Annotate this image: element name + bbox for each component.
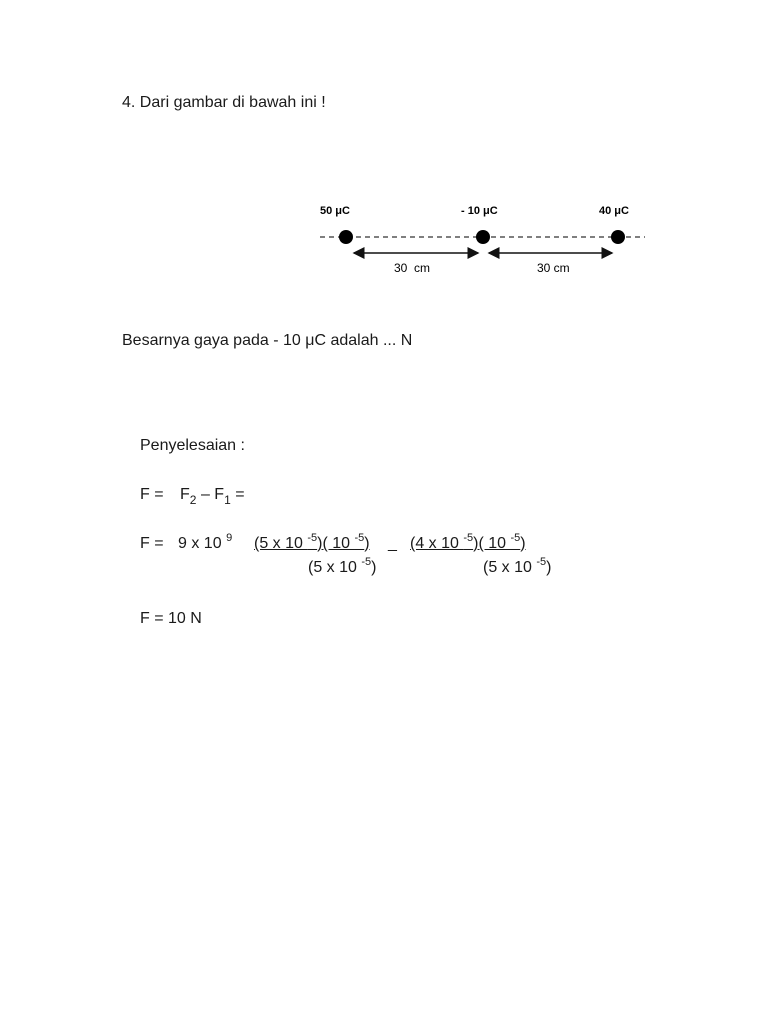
question-text: Besarnya gaya pada - 10 μC adalah ... N	[122, 332, 413, 349]
charge-dot-3	[611, 230, 625, 244]
charge-dot-2	[476, 230, 490, 244]
distance-label-2: 30 cm	[537, 261, 570, 275]
question-title: 4. Dari gambar di bawah ini !	[122, 94, 326, 111]
charge-label-3: 40 μC	[599, 205, 629, 217]
denominator-1: (5 x 10 $^{-5}$)	[308, 556, 377, 576]
charge-diagram	[0, 0, 768, 300]
charge-label-2: - 10 μC	[461, 205, 498, 217]
eq1-f2: $F_2$	[180, 486, 197, 507]
solution-title: Penyelesaian :	[140, 437, 245, 454]
eq1-equals: =	[235, 486, 245, 503]
charge-label-1: 50 μC	[320, 205, 350, 217]
charge-dot-1	[339, 230, 353, 244]
numerator-2: (4 x 10 $^{-5}$)( 10 $^{-5}$)	[410, 532, 526, 552]
eq1-f1: $F_1$	[214, 486, 231, 507]
eq1-lhs: F =	[140, 486, 164, 503]
eq1-minus: –	[200, 486, 210, 503]
numerator-1: (5 x 10 $^{-5}$)( 10 $^{-5}$)	[254, 532, 370, 552]
fraction-minus: _	[388, 535, 397, 552]
result-line: F = 10 N	[140, 610, 202, 627]
coulomb-constant: 9 x 10 $^9$	[178, 532, 233, 552]
distance-label-1: 30 cm	[394, 261, 431, 275]
equation-line-1	[140, 486, 245, 507]
denominator-2: (5 x 10 $^{-5}$)	[483, 556, 552, 576]
equation-line-2-lhs: F = 9 x 10 $^9$	[140, 532, 233, 552]
